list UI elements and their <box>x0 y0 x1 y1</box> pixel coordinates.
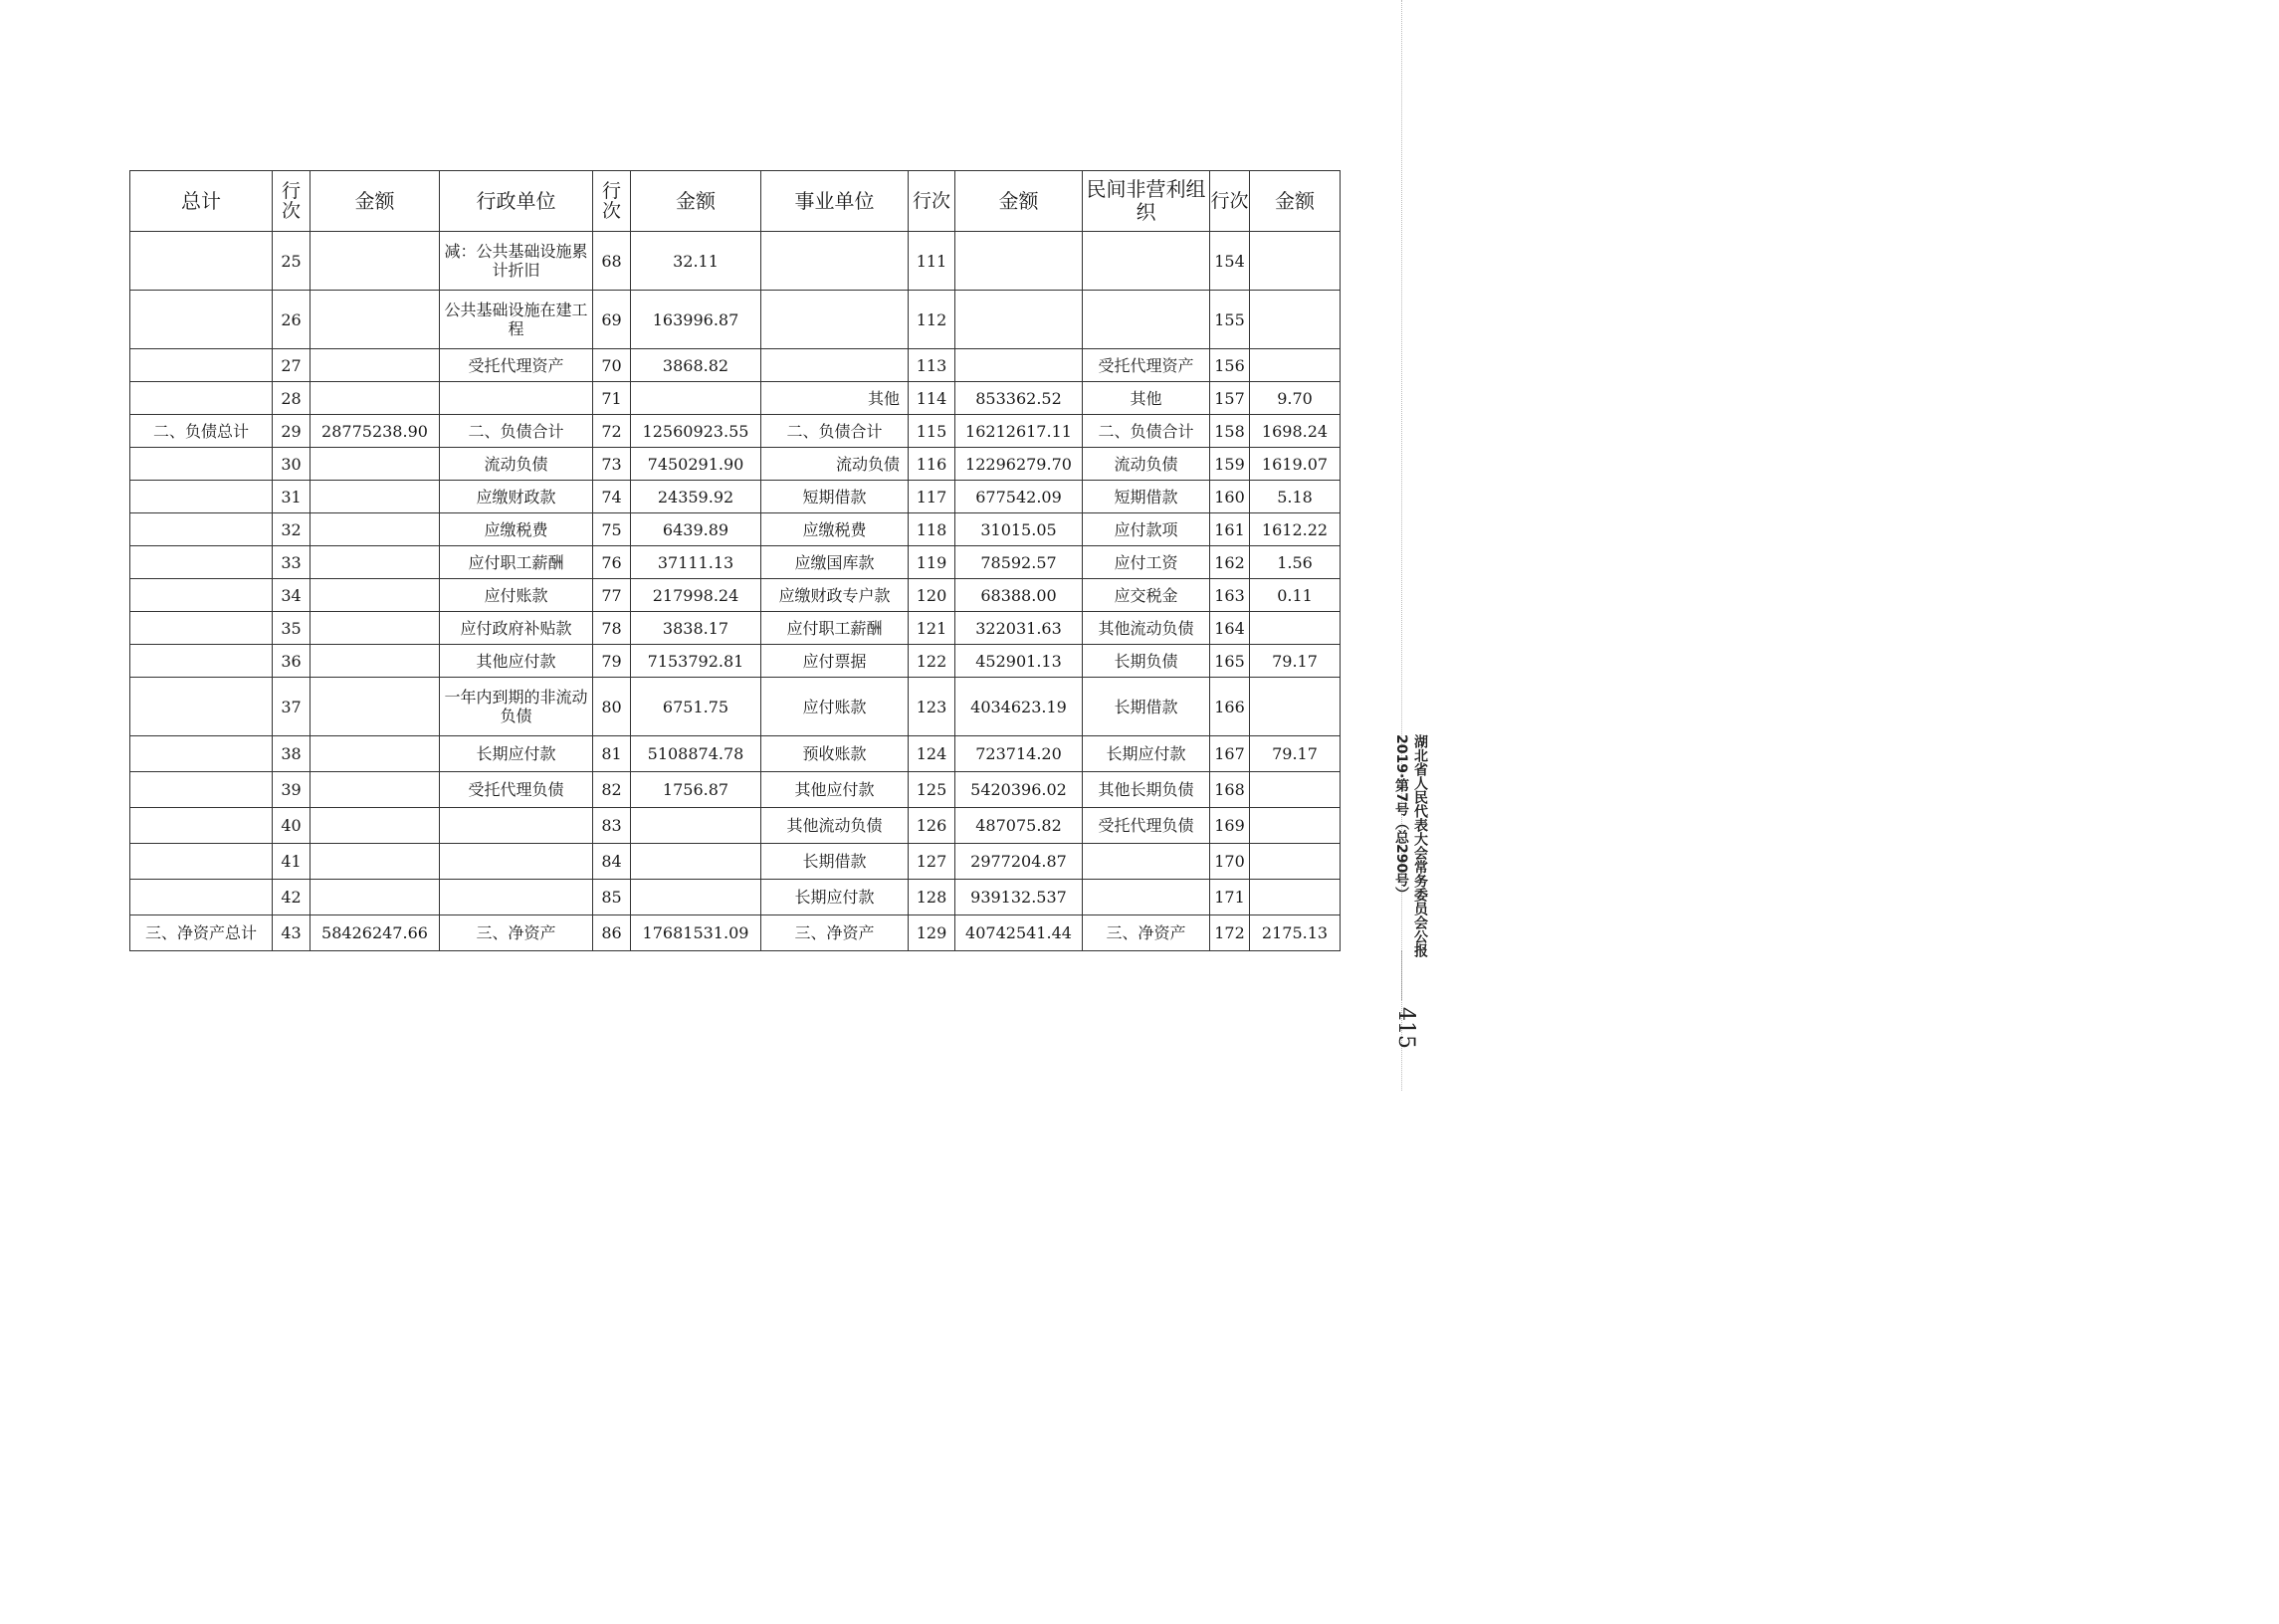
table-cell: 长期应付款 <box>1083 736 1210 772</box>
table-cell: 129 <box>909 915 955 951</box>
table-cell <box>440 844 593 880</box>
page-number: 415 <box>1393 1007 1418 1049</box>
table-cell: 1619.07 <box>1250 448 1341 481</box>
table-row <box>130 291 1341 349</box>
table-cell: 应缴财政款 <box>440 481 593 513</box>
table-row <box>130 678 1341 736</box>
table-cell <box>761 349 909 382</box>
table-cell: 723714.20 <box>955 736 1083 772</box>
journal-running-header <box>1389 734 1429 973</box>
table-row <box>130 612 1341 645</box>
table-cell <box>1083 232 1210 291</box>
table-cell: 677542.09 <box>955 481 1083 513</box>
table-cell <box>761 232 909 291</box>
table-cell <box>130 736 273 772</box>
table-cell: 164 <box>1210 612 1250 645</box>
table-cell <box>1250 678 1341 736</box>
table-cell: 应缴国库款 <box>761 546 909 579</box>
table-cell: 其他应付款 <box>761 772 909 808</box>
page-number-leader <box>1401 950 1402 1000</box>
table-cell <box>311 678 440 736</box>
table-row <box>130 772 1341 808</box>
table-cell: 流动负债 <box>440 448 593 481</box>
table-cell: 81 <box>593 736 631 772</box>
table-cell <box>130 546 273 579</box>
table-row <box>130 808 1341 844</box>
table-cell <box>1250 232 1341 291</box>
table-row <box>130 232 1341 291</box>
table-cell: 122 <box>909 645 955 678</box>
table-cell: 三、净资产 <box>761 915 909 951</box>
table-row <box>130 844 1341 880</box>
table-cell: 36 <box>273 645 311 678</box>
table-cell <box>311 349 440 382</box>
table-cell: 5420396.02 <box>955 772 1083 808</box>
table-body <box>130 232 1341 951</box>
header-row-no-2: 行次 <box>593 171 631 232</box>
table-cell: 79.17 <box>1250 736 1341 772</box>
table-cell: 78592.57 <box>955 546 1083 579</box>
table-cell <box>130 232 273 291</box>
table-cell: 5.18 <box>1250 481 1341 513</box>
table-cell: 长期应付款 <box>761 880 909 915</box>
table-row <box>130 880 1341 915</box>
table-cell <box>311 808 440 844</box>
table-cell: 预收账款 <box>761 736 909 772</box>
table-cell: 受托代理资产 <box>1083 349 1210 382</box>
table-cell: 二、负债总计 <box>130 415 273 448</box>
table-row <box>130 481 1341 513</box>
table-cell: 1756.87 <box>631 772 761 808</box>
table-cell: 79 <box>593 645 631 678</box>
table-cell: 158 <box>1210 415 1250 448</box>
table-cell <box>631 844 761 880</box>
header-amount-2: 金额 <box>631 171 761 232</box>
table-cell: 12296279.70 <box>955 448 1083 481</box>
table-cell: 6751.75 <box>631 678 761 736</box>
table-cell: 三、净资产 <box>440 915 593 951</box>
table-cell <box>130 382 273 415</box>
table-cell: 159 <box>1210 448 1250 481</box>
table-cell: 短期借款 <box>761 481 909 513</box>
table-cell: 156 <box>1210 349 1250 382</box>
table-cell: 82 <box>593 772 631 808</box>
table-row <box>130 448 1341 481</box>
table-cell <box>311 448 440 481</box>
table-cell: 166 <box>1210 678 1250 736</box>
table-cell: 71 <box>593 382 631 415</box>
table-cell: 42 <box>273 880 311 915</box>
table-cell <box>631 382 761 415</box>
table-header-row <box>130 171 1341 232</box>
table-cell: 154 <box>1210 232 1250 291</box>
header-amount-3: 金额 <box>955 171 1083 232</box>
table-cell <box>440 880 593 915</box>
table-cell <box>130 844 273 880</box>
table-cell: 受托代理负债 <box>1083 808 1210 844</box>
table-cell: 35 <box>273 612 311 645</box>
table-cell <box>311 382 440 415</box>
table-cell <box>130 513 273 546</box>
table-cell: 162 <box>1210 546 1250 579</box>
table-cell <box>130 448 273 481</box>
table-cell: 6439.89 <box>631 513 761 546</box>
table-cell: 68388.00 <box>955 579 1083 612</box>
table-cell <box>130 645 273 678</box>
table-row <box>130 579 1341 612</box>
table-cell: 34 <box>273 579 311 612</box>
table-cell <box>631 880 761 915</box>
table-cell: 37 <box>273 678 311 736</box>
table-cell: 33 <box>273 546 311 579</box>
table-cell: 31015.05 <box>955 513 1083 546</box>
table-cell: 16212617.11 <box>955 415 1083 448</box>
table-cell: 85 <box>593 880 631 915</box>
table-cell: 3868.82 <box>631 349 761 382</box>
header-admin-unit: 行政单位 <box>440 171 593 232</box>
table-cell: 其他应付款 <box>440 645 593 678</box>
table-cell: 68 <box>593 232 631 291</box>
table-cell: 24359.92 <box>631 481 761 513</box>
table-cell: 117 <box>909 481 955 513</box>
table-cell: 125 <box>909 772 955 808</box>
table-cell <box>311 880 440 915</box>
table-row <box>130 915 1341 951</box>
table-cell: 0.11 <box>1250 579 1341 612</box>
table-cell <box>1250 844 1341 880</box>
header-row-no-4: 行次 <box>1210 171 1250 232</box>
table-row <box>130 382 1341 415</box>
table-cell: 127 <box>909 844 955 880</box>
table-cell: 应缴税费 <box>440 513 593 546</box>
table-cell: 78 <box>593 612 631 645</box>
financial-summary-table <box>129 170 1341 951</box>
table-cell: 32.11 <box>631 232 761 291</box>
table-cell: 31 <box>273 481 311 513</box>
table-cell <box>311 579 440 612</box>
table-cell: 应交税金 <box>1083 579 1210 612</box>
table-row <box>130 349 1341 382</box>
table-cell <box>1083 291 1210 349</box>
table-cell <box>955 349 1083 382</box>
table-cell: 111 <box>909 232 955 291</box>
table-cell: 163996.87 <box>631 291 761 349</box>
table-cell: 170 <box>1210 844 1250 880</box>
table-cell: 163 <box>1210 579 1250 612</box>
table-cell: 40 <box>273 808 311 844</box>
table-cell: 114 <box>909 382 955 415</box>
table-cell <box>130 349 273 382</box>
table-cell: 2977204.87 <box>955 844 1083 880</box>
table-cell: 171 <box>1210 880 1250 915</box>
table-cell: 322031.63 <box>955 612 1083 645</box>
table-cell: 应缴税费 <box>761 513 909 546</box>
table-cell: 1612.22 <box>1250 513 1341 546</box>
table-cell: 长期借款 <box>1083 678 1210 736</box>
table-cell <box>1250 772 1341 808</box>
header-public-institution: 事业单位 <box>761 171 909 232</box>
table-cell: 172 <box>1210 915 1250 951</box>
table-cell: 40742541.44 <box>955 915 1083 951</box>
table-cell: 72 <box>593 415 631 448</box>
table-cell: 应付工资 <box>1083 546 1210 579</box>
table-cell: 受托代理资产 <box>440 349 593 382</box>
table-row <box>130 645 1341 678</box>
table-cell: 32 <box>273 513 311 546</box>
journal-title: 湖北省人民代表大会常务委员会公报 <box>1412 734 1428 957</box>
table-cell <box>311 844 440 880</box>
table-cell <box>130 678 273 736</box>
table-cell <box>1250 349 1341 382</box>
header-total: 总计 <box>130 171 273 232</box>
table-cell <box>311 546 440 579</box>
table-cell: 28 <box>273 382 311 415</box>
table-cell: 853362.52 <box>955 382 1083 415</box>
table-row <box>130 415 1341 448</box>
table-cell: 28775238.90 <box>311 415 440 448</box>
table-cell: 二、负债合计 <box>440 415 593 448</box>
table-cell: 487075.82 <box>955 808 1083 844</box>
table-cell <box>130 481 273 513</box>
table-cell <box>311 481 440 513</box>
table-cell <box>311 645 440 678</box>
table-cell: 长期应付款 <box>440 736 593 772</box>
table-cell: 7153792.81 <box>631 645 761 678</box>
table-cell: 39 <box>273 772 311 808</box>
table-cell: 应付账款 <box>440 579 593 612</box>
table-cell: 118 <box>909 513 955 546</box>
table-cell: 79.17 <box>1250 645 1341 678</box>
table-cell: 121 <box>909 612 955 645</box>
table-cell: 452901.13 <box>955 645 1083 678</box>
table-cell: 75 <box>593 513 631 546</box>
table-cell <box>761 291 909 349</box>
table-cell <box>311 736 440 772</box>
table-cell: 84 <box>593 844 631 880</box>
table-cell <box>130 291 273 349</box>
table-cell <box>130 880 273 915</box>
table-cell: 流动负债 <box>1083 448 1210 481</box>
table-cell: 58426247.66 <box>311 915 440 951</box>
header-amount-1: 金额 <box>311 171 440 232</box>
table-cell <box>1083 844 1210 880</box>
table-cell: 167 <box>1210 736 1250 772</box>
table-cell: 168 <box>1210 772 1250 808</box>
journal-issue: 2019·第7号（总290号） <box>1393 734 1409 902</box>
table-cell <box>1250 880 1341 915</box>
table-cell <box>130 579 273 612</box>
table-cell: 165 <box>1210 645 1250 678</box>
table-cell <box>130 772 273 808</box>
table-cell: 83 <box>593 808 631 844</box>
table-cell: 116 <box>909 448 955 481</box>
table-cell: 119 <box>909 546 955 579</box>
table-cell: 38 <box>273 736 311 772</box>
table-cell: 应付职工薪酬 <box>761 612 909 645</box>
table-cell: 70 <box>593 349 631 382</box>
table-cell: 减：公共基础设施累计折旧 <box>440 232 593 291</box>
table-cell: 应付账款 <box>761 678 909 736</box>
table-cell: 5108874.78 <box>631 736 761 772</box>
table-cell: 69 <box>593 291 631 349</box>
table-cell: 一年内到期的非流动负债 <box>440 678 593 736</box>
table-cell: 113 <box>909 349 955 382</box>
table-cell: 二、负债合计 <box>1083 415 1210 448</box>
table-cell: 86 <box>593 915 631 951</box>
header-row-no-1: 行次 <box>273 171 311 232</box>
table-row <box>130 736 1341 772</box>
table-cell: 二、负债合计 <box>761 415 909 448</box>
table-cell: 长期负债 <box>1083 645 1210 678</box>
table-cell: 160 <box>1210 481 1250 513</box>
table-cell: 217998.24 <box>631 579 761 612</box>
table-cell: 73 <box>593 448 631 481</box>
table-row <box>130 513 1341 546</box>
table-cell: 120 <box>909 579 955 612</box>
table-cell: 25 <box>273 232 311 291</box>
table-cell: 短期借款 <box>1083 481 1210 513</box>
table-cell <box>130 612 273 645</box>
table-cell: 7450291.90 <box>631 448 761 481</box>
table-cell: 26 <box>273 291 311 349</box>
table-cell: 其他流动负债 <box>761 808 909 844</box>
table-cell: 三、净资产总计 <box>130 915 273 951</box>
table-cell: 3838.17 <box>631 612 761 645</box>
table-cell: 长期借款 <box>761 844 909 880</box>
table-cell: 应缴财政专户款 <box>761 579 909 612</box>
table-cell: 三、净资产 <box>1083 915 1210 951</box>
table-cell: 2175.13 <box>1250 915 1341 951</box>
table-cell <box>1250 612 1341 645</box>
table-cell: 80 <box>593 678 631 736</box>
table-cell: 应付政府补贴款 <box>440 612 593 645</box>
table-cell <box>440 808 593 844</box>
table-cell: 其他长期负债 <box>1083 772 1210 808</box>
table-cell <box>130 808 273 844</box>
table-cell: 应付职工薪酬 <box>440 546 593 579</box>
table-cell: 4034623.19 <box>955 678 1083 736</box>
table-cell <box>1083 880 1210 915</box>
table-cell: 74 <box>593 481 631 513</box>
header-nonprofit-org: 民间非营利组织 <box>1083 171 1210 232</box>
table-cell: 受托代理负债 <box>440 772 593 808</box>
table-cell: 123 <box>909 678 955 736</box>
table-cell <box>955 291 1083 349</box>
table-cell: 应付票据 <box>761 645 909 678</box>
table-cell: 939132.537 <box>955 880 1083 915</box>
table-cell: 157 <box>1210 382 1250 415</box>
table-cell <box>311 232 440 291</box>
table-cell: 12560923.55 <box>631 415 761 448</box>
table-cell: 29 <box>273 415 311 448</box>
table-cell: 30 <box>273 448 311 481</box>
table-cell: 17681531.09 <box>631 915 761 951</box>
table-cell <box>1250 291 1341 349</box>
table-row <box>130 546 1341 579</box>
table-cell: 41 <box>273 844 311 880</box>
table-cell: 1698.24 <box>1250 415 1341 448</box>
table-cell: 公共基础设施在建工程 <box>440 291 593 349</box>
table-cell: 161 <box>1210 513 1250 546</box>
table-cell: 9.70 <box>1250 382 1341 415</box>
table-cell: 76 <box>593 546 631 579</box>
table-cell: 37111.13 <box>631 546 761 579</box>
header-row-no-3: 行次 <box>909 171 955 232</box>
table-cell: 169 <box>1210 808 1250 844</box>
table-cell: 流动负债 <box>761 448 909 481</box>
table-cell <box>311 612 440 645</box>
table-cell: 其他 <box>761 382 909 415</box>
table-cell: 1.56 <box>1250 546 1341 579</box>
table-cell: 155 <box>1210 291 1250 349</box>
table-cell: 115 <box>909 415 955 448</box>
table-cell <box>955 232 1083 291</box>
table-cell: 应付款项 <box>1083 513 1210 546</box>
table-cell: 128 <box>909 880 955 915</box>
table-cell <box>311 772 440 808</box>
table-cell: 27 <box>273 349 311 382</box>
table-cell: 其他 <box>1083 382 1210 415</box>
table-cell: 77 <box>593 579 631 612</box>
table-cell <box>311 513 440 546</box>
table-cell: 112 <box>909 291 955 349</box>
table-cell <box>1250 808 1341 844</box>
table-cell: 126 <box>909 808 955 844</box>
table-cell: 124 <box>909 736 955 772</box>
table-cell: 43 <box>273 915 311 951</box>
table-cell <box>311 291 440 349</box>
table-cell <box>440 382 593 415</box>
table-cell: 其他流动负债 <box>1083 612 1210 645</box>
table-cell <box>631 808 761 844</box>
header-amount-4: 金额 <box>1250 171 1341 232</box>
